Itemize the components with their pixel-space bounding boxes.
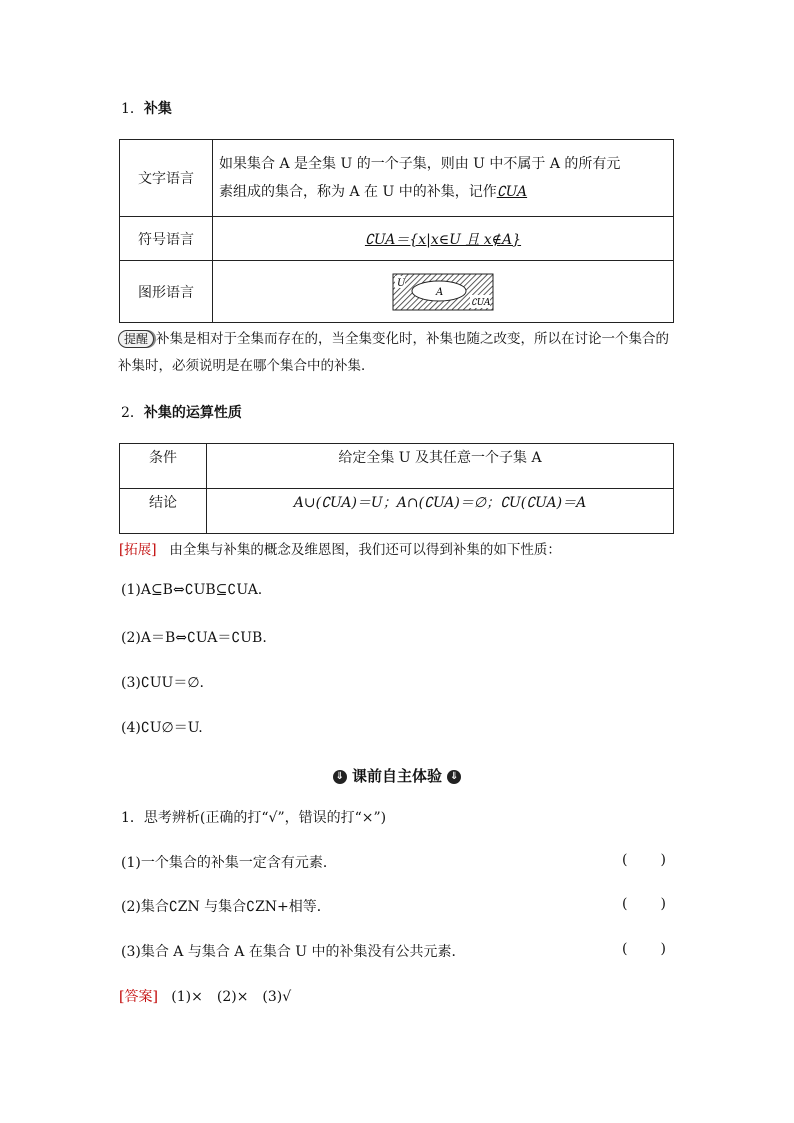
exercise-item-1: (1)一个集合的补集一定含有元素． [121,855,337,871]
set-a-label: A [436,286,444,298]
row-label-condition: 条件 [120,444,207,489]
answer-blank-3[interactable]: ( ) [622,941,666,957]
row-label-conclusion: 结论 [120,489,207,534]
row-label-symbol-language: 符号语言 [120,217,213,261]
venn-diagram [392,273,494,311]
section-2-number: 2． [121,405,144,421]
venn-diagram-cell [213,261,674,323]
text-language-line1: 如果集合 A 是全集 U 的一个子集，则由 U 中不属于 A 的所有元 [219,156,621,172]
exercise-item-2: (2)集合∁ZN 与集合∁ZN+相等． [121,899,331,915]
property-1: (1)A⊆B⇔∁UB⊆∁UA. [121,582,263,598]
tip-note [118,326,678,380]
row-label-graphic-language: 图形语言 [120,261,213,323]
tip-text: 补集是相对于全集而存在的，当全集变化时，补集也随之改变，所以在讨论一个集合的补集时，必须说明是在哪个集合中的补集． [118,331,670,374]
section-banner [0,765,794,786]
complement-properties-table [119,443,674,534]
section-1-heading [121,98,172,118]
section-2-heading [121,402,242,422]
tip-badge: 提醒 [118,330,154,348]
exercise-item-3: (3)集合 A 与集合 A 在集合 U 中的补集没有公共元素． [121,944,466,960]
property-2: (2)A＝B⇔∁UA＝∁UB. [121,630,267,646]
answer-text: (1)× (2)× (3)√ [171,989,292,1005]
chevron-down-icon: ⇓ [333,770,347,784]
complement-definition-table [119,139,674,323]
section-1-number: 1． [121,101,144,117]
section-2-title: 补集的运算性质 [143,405,242,421]
symbol-language-formula: ∁UA＝{x|x∈U 且 x∉A} [213,217,674,261]
text-language-line2: 素组成的集合，称为 A 在 U 中的补集，记作∁UA [219,184,528,200]
extension-tag: [拓展] [119,542,157,558]
extension-text: 由全集与补集的概念及维恩图，我们还可以得到补集的如下性质： [169,542,561,558]
answer-line [119,986,291,1006]
condition-content: 给定全集 U 及其任意一个子集 A [207,444,674,489]
complement-label: ∁UA [471,297,491,308]
answer-blank-2[interactable]: ( ) [622,896,666,912]
section-1-title: 补集 [143,101,172,117]
row-label-text-language: 文字语言 [120,140,213,217]
universal-set-label: U [397,277,406,289]
complement-notation: ∁UA [496,184,528,200]
answer-tag: [答案] [119,989,158,1005]
property-4: (4)∁U∅＝U. [121,720,203,736]
property-3: (3)∁UU＝∅. [121,675,204,691]
exercise-prompt: 1．思考辨析(正确的打“√”，错误的打“×”) [121,810,387,826]
conclusion-content: A∪(∁UA)＝U；A∩(∁UA)＝∅；∁U(∁UA)＝A [207,489,674,534]
text-language-content [213,140,674,217]
extension-note [119,538,561,558]
section-banner-title: 课前自主体验 [351,767,442,785]
chevron-down-icon: ⇓ [447,770,461,784]
answer-blank-1[interactable]: ( ) [622,852,666,868]
